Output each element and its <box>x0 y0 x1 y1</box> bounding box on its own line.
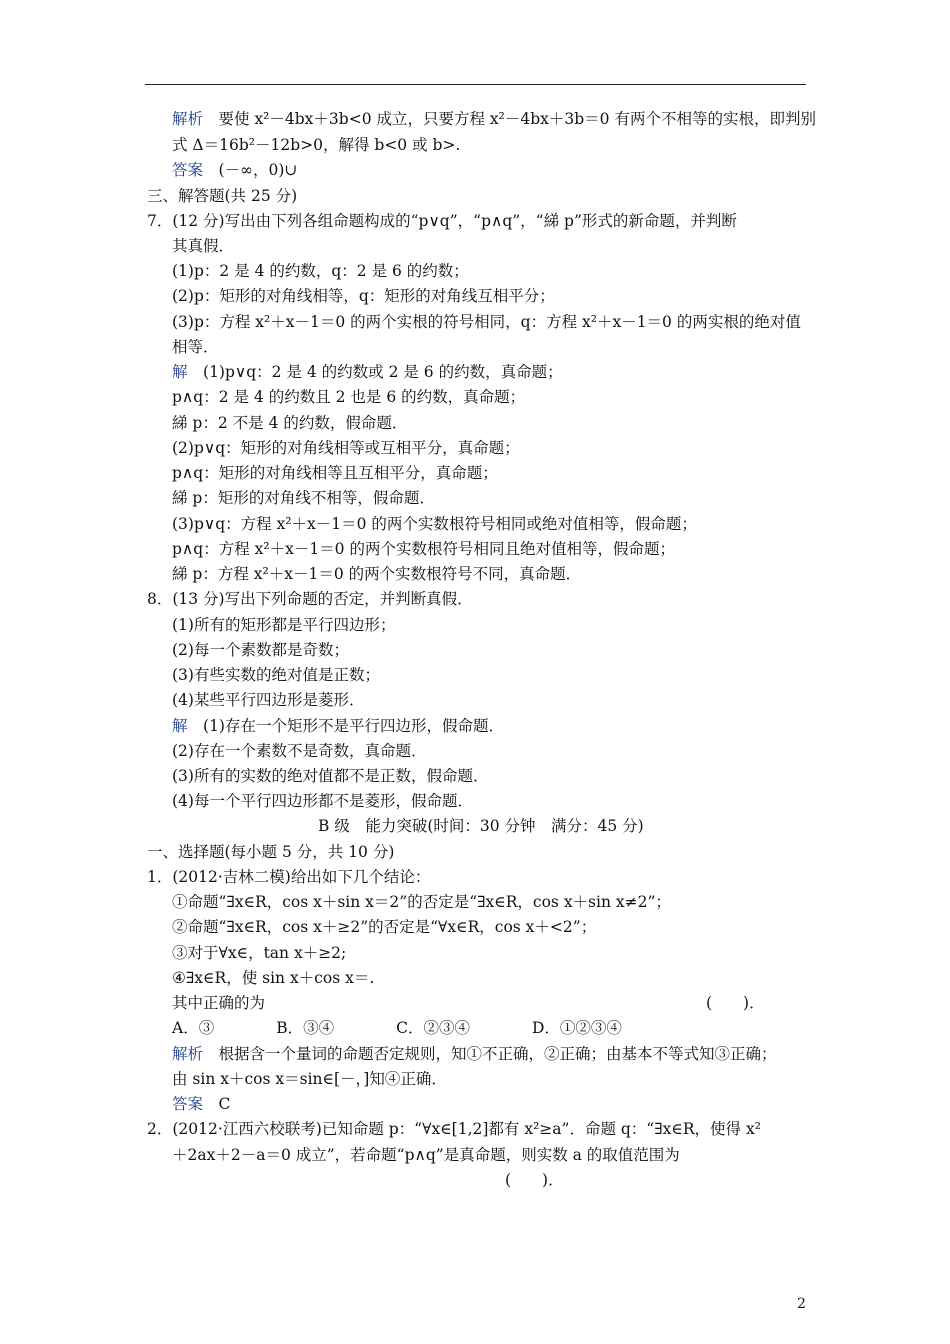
line-text: p∧q：方程 x²＋x－1＝0 的两个实数根符号相同且绝对值相等，假命题； <box>172 540 675 558</box>
line-text: (－∞，0)∪ <box>203 161 298 179</box>
answer-label: 解 <box>172 717 188 735</box>
line-text: ＋2ax＋2－a＝0 成立”，若命题“p∧q”是真命题，则实数 a 的取值范围为 <box>172 1146 680 1164</box>
line-text: ③对于∀x∈，tan x＋≥2; <box>172 944 347 962</box>
line-text: p∧q：2 是 4 的约数且 2 也是 6 的约数，真命题； <box>172 388 526 406</box>
line-text: 1．(2012·吉林二模)给出如下几个结论： <box>147 868 431 886</box>
text-line <box>172 286 555 306</box>
text-line <box>172 1094 230 1114</box>
line-text: p∧q：矩形的对角线相等且互相平分，真命题； <box>172 464 498 482</box>
line-text: (4)每一个平行四边形都不是菱形，假命题． <box>172 792 473 810</box>
line-text: (4)某些平行四边形是菱形． <box>172 691 365 709</box>
text-line <box>172 514 697 534</box>
line-text: 相等． <box>172 338 219 356</box>
text-line <box>172 387 525 407</box>
text-line <box>172 109 816 129</box>
line-text: 7．(12 分)写出由下列各组命题构成的“p∨q”，“p∧q”，“綈 p”形式的新命题，并判断 <box>147 212 737 230</box>
answer-label: 解 <box>172 363 188 381</box>
line-text: (1)p∨q：2 是 4 的约数或 2 是 6 的约数，真命题； <box>187 363 563 381</box>
line-text: A．③ B．③④ C．②③④ D．①②③④ <box>172 1019 622 1037</box>
line-text: ④∃x∈R，使 sin x＋cos x＝. <box>172 969 375 987</box>
text-line <box>172 741 426 761</box>
text-line <box>172 892 671 912</box>
line-text: (2)p∨q：矩形的对角线相等或互相平分，真命题； <box>172 439 520 457</box>
text-line <box>172 640 349 660</box>
text-line <box>172 236 234 256</box>
line-text: (3)p：方程 x²＋x－1＝0 的两个实根的符号相同，q：方程 x²＋x－1＝0 的两实根的绝对值 <box>172 313 801 331</box>
answer-label: 答案 <box>172 1095 204 1113</box>
line-text: 一、选择题(每小题 5 分，共 10 分) <box>147 843 395 861</box>
text-line <box>172 943 346 963</box>
text-line <box>172 261 469 281</box>
text-line <box>172 463 498 483</box>
line-text: (1)存在一个矩形不是平行四边形，假命题． <box>187 717 504 735</box>
line-text: 式 Δ＝16b²－12b>0，解得 b<0 或 b>. <box>172 136 461 154</box>
text-line <box>172 312 801 332</box>
line-text: 三、解答题(共 25 分) <box>147 187 298 205</box>
line-text: 綈 p：矩形的对角线不相等，假命题． <box>172 489 435 507</box>
line-text: ②命题“∃x∈R，cos x＋≥2”的否定是“∀x∈R，cos x＋<2”； <box>172 918 597 936</box>
line-text: 8．(13 分)写出下列命题的否定，并判断真假． <box>147 590 473 608</box>
text-line <box>172 665 380 685</box>
line-text: (1)p：2 是 4 的约数，q：2 是 6 的约数； <box>172 262 469 280</box>
text-line <box>172 1069 447 1089</box>
line-text: (2)存在一个素数不是奇数，真命题． <box>172 742 427 760</box>
text-line <box>172 690 364 710</box>
text-line <box>172 791 473 811</box>
line-text: (1)所有的矩形都是平行四边形； <box>172 616 396 634</box>
line-text: ①命题“∃x∈R，cos x＋sin x＝2”的否定是“∃x∈R，cos x＋sin x≠2”； <box>172 893 671 911</box>
line-text: (3)所有的实数的绝对值都不是正数，假命题． <box>172 767 489 785</box>
text-line <box>172 993 265 1013</box>
text-line <box>147 589 473 609</box>
line-text: 綈 p：方程 x²＋x－1＝0 的两个实数根符号不同，真命题． <box>172 565 582 583</box>
text-line <box>172 564 581 584</box>
line-text: (2)每一个素数都是奇数； <box>172 641 349 659</box>
text-line <box>318 816 644 836</box>
line-text: 綈 p：2 不是 4 的约数，假命题． <box>172 414 408 432</box>
line-text: (3)p∨q：方程 x²＋x－1＝0 的两个实数根符号相同或绝对值相等，假命题； <box>172 515 697 533</box>
text-line <box>172 413 407 433</box>
answer-label: 答案 <box>172 161 204 179</box>
text-line <box>172 766 488 786</box>
text-line <box>172 438 520 458</box>
text-line <box>172 968 374 988</box>
line-text: B 级 能力突破(时间：30 分钟 满分：45 分) <box>318 817 644 835</box>
line-text: 其中正确的为 <box>172 994 266 1012</box>
text-line <box>172 337 219 357</box>
text-line <box>172 539 675 559</box>
text-line <box>505 1170 564 1190</box>
text-line <box>172 716 504 736</box>
text-line <box>147 867 430 887</box>
line-text: 根据含一个量词的命题否定规则，知①不正确，②正确；由基本不等式知③正确； <box>203 1045 777 1063</box>
text-line <box>147 186 297 206</box>
line-text: 2．(2012·江西六校联考)已知命题 p：“∀x∈[1,2]都有 x²≥a”．命题 q：“∃x∈R，使得 x² <box>147 1120 761 1138</box>
header-rule <box>145 84 806 85</box>
text-line <box>172 917 596 937</box>
line-text: ( )． <box>706 994 765 1012</box>
line-text: ( )． <box>505 1171 564 1189</box>
text-line <box>147 842 394 862</box>
text-line <box>147 211 737 231</box>
text-line <box>172 615 395 635</box>
line-text: C <box>203 1095 231 1113</box>
text-line <box>172 1145 680 1165</box>
answer-label: 解析 <box>172 110 204 128</box>
text-line <box>172 488 435 508</box>
text-line <box>172 362 563 382</box>
text-line <box>147 1119 761 1139</box>
page-number: 2 <box>797 1296 806 1312</box>
text-line <box>172 1044 777 1064</box>
text-line <box>172 160 297 180</box>
line-text: 其真假． <box>172 237 235 255</box>
text-line <box>172 1018 622 1038</box>
line-text: 要使 x²－4bx＋3b<0 成立，只要方程 x²－4bx＋3b＝0 有两个不相等的实根，即判别 <box>203 110 816 128</box>
line-text: (3)有些实数的绝对值是正数； <box>172 666 380 684</box>
line-text: 由 sin x＋cos x＝sin∈[－，]知④正确． <box>172 1070 447 1088</box>
line-text: (2)p：矩形的对角线相等，q：矩形的对角线互相平分； <box>172 287 555 305</box>
text-line <box>706 993 765 1013</box>
answer-label: 解析 <box>172 1045 204 1063</box>
text-line <box>172 135 460 155</box>
